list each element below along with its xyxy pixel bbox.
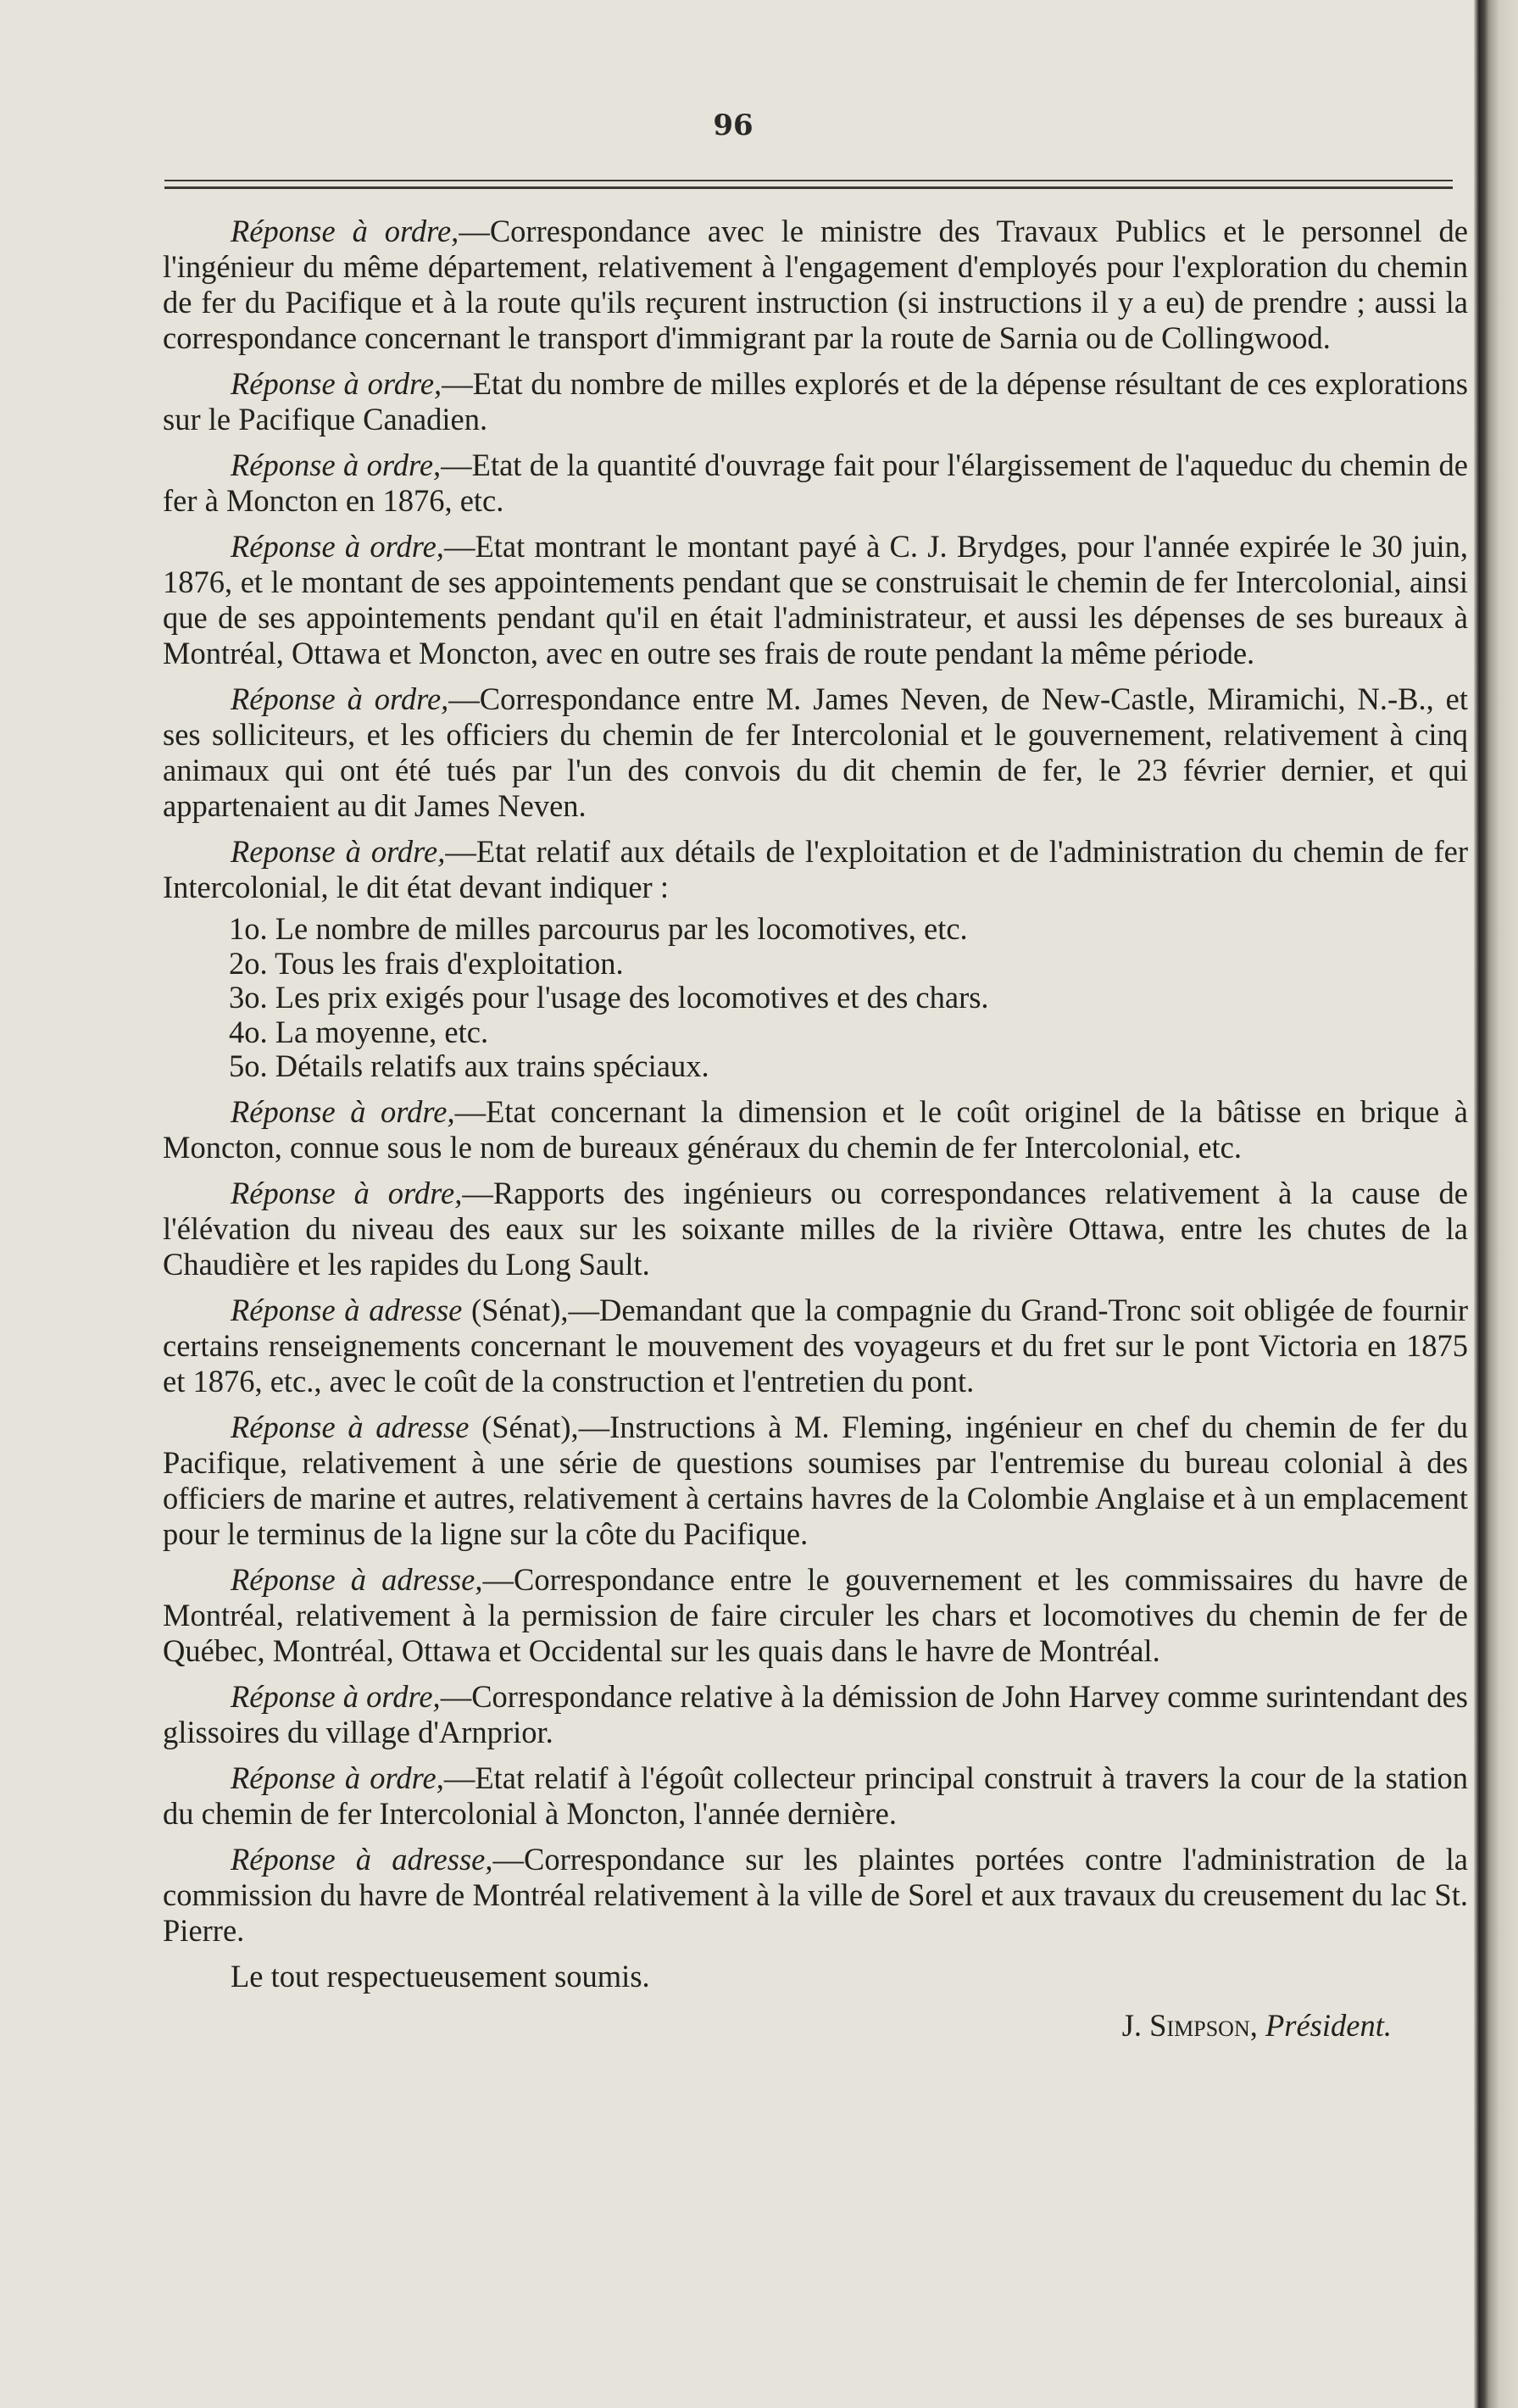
paragraph-text: —Correspondance entre le gouvernement et les commissaires du havre de Montréal, relativement à la permission de faire circuler les chars et locomotives du chemin de fer de Québec, Montréal, Ottawa et Occidental sur les quais dans le havre de Montréal. bbox=[163, 1561, 1469, 1668]
paragraph-text: —Correspondance avec le ministre des Travaux Publics et le personnel de l'ingénieur du même département, relativement à l'engagement d'employés pour l'exploration du chemin de fer du Pacifique et à la route qu'ils reçurent instruction (si instructions il y a eu) de prendre ; aussi la correspondance concernant le transport d'immigrant par la route de Sarnia ou de Collingwood. bbox=[163, 214, 1468, 355]
paragraph-text: (Sénat),—Instructions à M. Fleming, ingénieur en chef du chemin de fer du Pacifique, relativement à une série de questions soumises par l'entremise du bureau colonial à des officiers de marine et autres, relativement à certains havres de la Colombie Anglaise et à un emplacement pour le terminus de la ligne sur la côte du Pacifique. bbox=[163, 1409, 1468, 1551]
paragraph bbox=[163, 448, 1468, 519]
paragraph bbox=[163, 366, 1468, 437]
paragraph-text: —Etat relatif à l'égoût collecteur principal construit à travers la cour de la station du chemin de fer Intercolonial à Moncton, l'année dernière. bbox=[163, 1760, 1468, 1831]
paragraph-text: —Correspondance relative à la démission de John Harvey comme surintendant des glissoires du village d'Arnprior. bbox=[163, 1678, 1468, 1749]
list-item: 2o. Tous les frais d'exploitation. bbox=[229, 945, 624, 981]
paragraph bbox=[163, 1679, 1468, 1750]
paragraph bbox=[163, 1293, 1468, 1399]
signature-block bbox=[163, 2008, 1468, 2044]
paragraph-text: —Etat concernant la dimension et le coût originel de la bâtisse en brique à Moncton, connue sous le nom de bureaux généraux du chemin de fer Intercolonial, etc. bbox=[163, 1093, 1468, 1165]
paragraph-text: —Rapports des ingénieurs ou correspondances relativement à la cause de l'élévation du niveau des eaux sur les soixante milles de la rivière Ottawa, entre les chutes de la Chaudière et les rapides du Long Sault. bbox=[163, 1175, 1469, 1282]
list-item: 5o. Détails relatifs aux trains spéciaux. bbox=[229, 1048, 709, 1083]
paragraph-text: —Etat de la quantité d'ouvrage fait pour l'élargissement de l'aqueduc du chemin de fer à Moncton en 1876, etc. bbox=[163, 448, 1468, 518]
header-rule bbox=[164, 180, 1453, 181]
paragraph bbox=[163, 834, 1468, 905]
paragraph-head: Réponse à ordre, bbox=[231, 1760, 444, 1795]
paragraph-head: Reponse à ordre, bbox=[231, 834, 446, 869]
paragraph-text: —Correspondance entre M. James Neven, de New-Castle, Miramichi, N.-B., et ses solliciteurs, et les officiers du chemin de fer Intercolonial et le gouvernement, relativement à cinq animaux qui ont été tués par l'un des convois du dit chemin de fer, le 23 février dernier, et qui appartenaient au dit James Neven. bbox=[163, 681, 1468, 823]
list-item: 1o. Le nombre de milles parcourus par les locomotives, etc. bbox=[229, 911, 968, 946]
paragraph bbox=[163, 1760, 1468, 1832]
paragraph bbox=[163, 681, 1468, 824]
paragraph bbox=[163, 1176, 1468, 1282]
numbered-list bbox=[163, 912, 1468, 1084]
paragraph-head: Réponse à ordre, bbox=[231, 1175, 463, 1210]
list-item: 4o. La moyenne, etc. bbox=[229, 1014, 489, 1049]
paragraph bbox=[163, 529, 1468, 671]
list-item: 3o. Les prix exigés pour l'usage des locomotives et des chars. bbox=[229, 980, 989, 1015]
paragraph-text: (Sénat),—Demandant que la compagnie du Grand-Tronc soit obligée de fournir certains renseignements concernant le mouvement des voyageurs et du fret sur le pont Victoria en 1875 et 1876, etc., avec le coût de la construction et l'entretien du pont. bbox=[163, 1292, 1468, 1399]
page-number: 96 bbox=[713, 108, 753, 142]
book-binding-edge bbox=[1474, 0, 1518, 2408]
paragraph-head: Réponse à adresse bbox=[231, 1409, 470, 1444]
paragraph-head: Réponse à ordre, bbox=[231, 366, 442, 401]
paragraph bbox=[163, 1842, 1468, 1949]
paragraph-head: Réponse à adresse bbox=[231, 1292, 463, 1327]
signatory-title: Président. bbox=[1265, 2007, 1392, 2043]
document-body bbox=[163, 214, 1468, 2044]
paragraph-text: —Correspondance sur les plaintes portées contre l'administration de la commission du havre de Montréal relativement à la ville de Sorel et aux travaux du creusement du lac St. Pierre. bbox=[163, 1841, 1469, 1948]
paragraph-text: —Etat relatif aux détails de l'exploitation et de l'administration du chemin de fer Intercolonial, le dit état devant indiquer : bbox=[163, 834, 1468, 904]
paragraph bbox=[163, 214, 1468, 356]
paragraph-head: Réponse à adresse, bbox=[231, 1561, 483, 1597]
paragraph-head: Réponse à ordre, bbox=[231, 1678, 441, 1714]
closing-line: Le tout respectueusement soumis. bbox=[231, 1958, 650, 1994]
paragraph-head: Réponse à ordre, bbox=[231, 529, 444, 564]
header-rule-double bbox=[164, 186, 1453, 189]
paragraph-head: Réponse à adresse, bbox=[231, 1841, 493, 1877]
paragraph bbox=[163, 1410, 1468, 1552]
paragraph-head: Réponse à ordre, bbox=[231, 448, 442, 482]
paragraph-head: Réponse à ordre, bbox=[231, 681, 449, 716]
paragraph-head: Réponse à ordre, bbox=[231, 1093, 455, 1129]
paragraph bbox=[163, 1562, 1468, 1669]
paragraph-text: —Etat du nombre de milles explorés et de la dépense résultant de ces explorations sur le Pacifique Canadien. bbox=[163, 366, 1469, 437]
signatory-name: J. Simpson, bbox=[1121, 2007, 1258, 2043]
paragraph bbox=[163, 1094, 1468, 1165]
paragraph-head: Réponse à ordre, bbox=[231, 214, 459, 248]
paragraph-text: —Etat montrant le montant payé à C. J. Brydges, pour l'année expirée le 30 juin, 1876, et le montant de ses appointements pendant que se construisait le chemin de fer Intercolonial, ainsi que de ses appointements pendant qu'il en était l'administrateur, et aussi les dépenses de ses bureaux à Montréal, Ottawa et Moncton, avec en outre ses frais de route pendant la même période. bbox=[163, 529, 1468, 670]
